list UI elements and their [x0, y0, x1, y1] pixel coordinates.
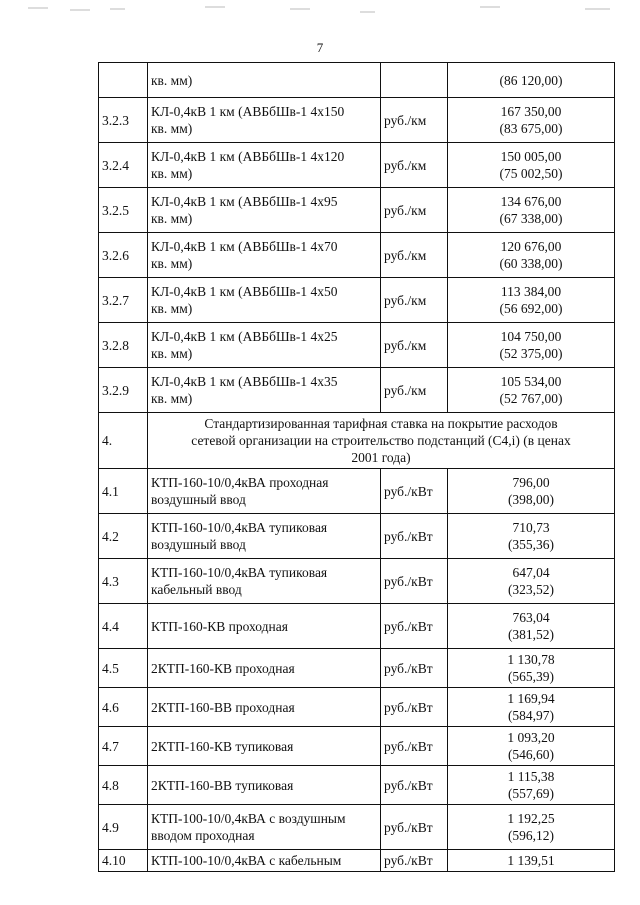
price-value-secondary: (60 338,00) — [499, 256, 563, 271]
price-value-secondary: (67 338,00) — [499, 211, 563, 226]
item-price — [448, 805, 615, 850]
price-value-secondary: (565,39) — [507, 669, 555, 684]
table-row — [99, 188, 615, 233]
price-value: 1 192,25 — [507, 811, 555, 826]
item-unit: руб./кВт — [381, 559, 448, 604]
tariff-table — [98, 62, 615, 872]
price-value-secondary: (557,69) — [507, 786, 555, 801]
table-row — [99, 278, 615, 323]
price-value-secondary: (83 675,00) — [499, 121, 563, 136]
item-name-line: КЛ-0,4кВ 1 км (АВБбШв-1 4x150 — [151, 104, 345, 119]
table-row — [99, 649, 615, 688]
row-number: 3.2.7 — [99, 278, 148, 323]
item-price — [448, 604, 615, 649]
item-name-line: кв. мм) — [151, 72, 193, 88]
table-row — [99, 604, 615, 649]
item-name-line: КЛ-0,4кВ 1 км (АВБбШв-1 4x120 — [151, 149, 345, 164]
price-value-secondary: (398,00) — [507, 492, 555, 507]
row-number: 3.2.4 — [99, 143, 148, 188]
item-unit: руб./км — [381, 188, 448, 233]
item-price — [448, 63, 615, 98]
item-price — [448, 649, 615, 688]
item-price — [448, 766, 615, 805]
item-unit: руб./кВт — [381, 727, 448, 766]
item-name — [148, 98, 381, 143]
item-name-line: КТП-100-10/0,4кВА с воздушным — [151, 811, 346, 826]
item-name — [148, 727, 381, 766]
item-name-line: 2КТП-160-ВВ проходная — [151, 699, 295, 715]
table-row — [99, 368, 615, 413]
row-number: 4.7 — [99, 727, 148, 766]
price-value: 1 139,51 — [507, 853, 555, 868]
row-number: 3.2.9 — [99, 368, 148, 413]
table-row — [99, 98, 615, 143]
item-price — [448, 514, 615, 559]
item-name-line: кв. мм) — [151, 211, 193, 226]
item-price — [448, 368, 615, 413]
row-number: 4.10 — [99, 850, 148, 872]
item-price — [448, 469, 615, 514]
price-value: 796,00 — [512, 475, 550, 490]
item-name — [148, 143, 381, 188]
item-name-line: воздушный ввод — [151, 492, 246, 507]
item-name-line: КТП-160-КВ проходная — [151, 618, 288, 634]
price-value: 120 676,00 — [500, 239, 562, 254]
price-value: 167 350,00 — [500, 104, 562, 119]
table-row — [99, 727, 615, 766]
item-name — [148, 766, 381, 805]
row-number: 4.5 — [99, 649, 148, 688]
item-name — [148, 649, 381, 688]
item-name-line: кв. мм) — [151, 301, 193, 316]
price-value: 1 169,94 — [507, 691, 555, 706]
item-name-line: 2КТП-160-ВВ тупиковая — [151, 777, 294, 793]
item-name-line: КТП-160-10/0,4кВА тупиковая — [151, 565, 328, 580]
price-value: 134 676,00 — [500, 194, 562, 209]
item-name — [148, 63, 381, 98]
item-price — [448, 188, 615, 233]
table-row — [99, 323, 615, 368]
item-unit: руб./км — [381, 368, 448, 413]
item-name — [148, 323, 381, 368]
item-name-line: КТП-100-10/0,4кВА с кабельным — [151, 853, 342, 868]
item-unit: руб./км — [381, 143, 448, 188]
price-value-secondary: (546,60) — [507, 747, 555, 762]
price-value-secondary: (596,12) — [507, 828, 555, 843]
item-name-line: КЛ-0,4кВ 1 км (АВБбШв-1 4x25 — [151, 329, 338, 344]
item-unit: руб./км — [381, 233, 448, 278]
item-unit: руб./кВт — [381, 766, 448, 805]
item-unit: руб./кВт — [381, 805, 448, 850]
row-number — [99, 63, 148, 98]
item-unit: руб./кВт — [381, 688, 448, 727]
table-row — [99, 688, 615, 727]
item-name-line: кв. мм) — [151, 346, 193, 361]
table-row — [99, 143, 615, 188]
item-price — [448, 278, 615, 323]
row-number: 4.6 — [99, 688, 148, 727]
table-row — [99, 233, 615, 278]
item-name-line: кв. мм) — [151, 121, 193, 136]
price-value-secondary: (584,97) — [507, 708, 555, 723]
section-title — [148, 413, 615, 469]
row-number: 4.8 — [99, 766, 148, 805]
item-name-line: кв. мм) — [151, 166, 193, 181]
item-price — [448, 559, 615, 604]
table-row — [99, 514, 615, 559]
item-name — [148, 805, 381, 850]
item-unit: руб./км — [381, 98, 448, 143]
item-name-line: 2КТП-160-КВ тупиковая — [151, 738, 294, 754]
item-name-line: 2КТП-160-КВ проходная — [151, 660, 295, 676]
item-name-line: КТП-160-10/0,4кВА проходная — [151, 475, 329, 490]
price-value-secondary: (355,36) — [507, 537, 555, 552]
section-title-line: Стандартизированная тарифная ставка на покрытие расходов — [204, 416, 558, 431]
section-title-line: 2001 года) — [351, 450, 411, 465]
item-unit: руб./кВт — [381, 469, 448, 514]
item-price — [448, 233, 615, 278]
item-name — [148, 604, 381, 649]
item-name-line: кв. мм) — [151, 391, 193, 406]
price-value: 710,73 — [512, 520, 550, 535]
price-value: 150 005,00 — [500, 149, 562, 164]
section-title-line: сетевой организации на строительство подстанций (С4,i) (в ценах — [191, 433, 571, 448]
item-name-line: воздушный ввод — [151, 537, 246, 552]
price-value: 113 384,00 — [500, 284, 562, 299]
item-unit: руб./кВт — [381, 514, 448, 559]
item-unit: руб./км — [381, 323, 448, 368]
row-number: 4.3 — [99, 559, 148, 604]
price-value-secondary: (86 120,00) — [499, 72, 563, 88]
item-unit: руб./кВт — [381, 649, 448, 688]
price-value: 1 115,38 — [507, 769, 555, 784]
item-name — [148, 514, 381, 559]
item-name-line: вводом проходная — [151, 828, 255, 843]
item-name — [148, 559, 381, 604]
item-name — [148, 469, 381, 514]
table-row — [99, 469, 615, 514]
row-number: 4.9 — [99, 805, 148, 850]
item-unit: руб./кВт — [381, 850, 448, 872]
price-value-secondary: (323,52) — [507, 582, 555, 597]
row-number: 4.4 — [99, 604, 148, 649]
table-row — [99, 63, 615, 98]
item-unit — [381, 63, 448, 98]
price-value-secondary: (52 375,00) — [499, 346, 563, 361]
item-name-line: кабельный ввод — [151, 582, 242, 597]
price-value-secondary: (75 002,50) — [499, 166, 563, 181]
item-name — [148, 278, 381, 323]
item-name — [148, 233, 381, 278]
item-name-line: КЛ-0,4кВ 1 км (АВБбШв-1 4x50 — [151, 284, 338, 299]
item-name-line: кв. мм) — [151, 256, 193, 271]
item-name — [148, 368, 381, 413]
section-header-row — [99, 413, 615, 469]
item-name-line: КЛ-0,4кВ 1 км (АВБбШв-1 4x35 — [151, 374, 338, 389]
scan-noise-marks — [0, 0, 640, 30]
row-number: 3.2.8 — [99, 323, 148, 368]
price-value: 104 750,00 — [500, 329, 562, 344]
price-value-secondary: (56 692,00) — [499, 301, 563, 316]
row-number: 3.2.6 — [99, 233, 148, 278]
item-price — [448, 98, 615, 143]
item-name-line: КЛ-0,4кВ 1 км (АВБбШв-1 4x95 — [151, 194, 338, 209]
price-value: 763,04 — [512, 610, 550, 625]
table-row — [99, 766, 615, 805]
item-price — [448, 850, 615, 872]
item-price — [448, 727, 615, 766]
price-value: 647,04 — [512, 565, 550, 580]
page-number: 7 — [316, 40, 324, 55]
item-name — [148, 688, 381, 727]
item-name — [148, 850, 381, 872]
row-number: 4. — [99, 413, 148, 469]
item-unit: руб./км — [381, 278, 448, 323]
item-name-line: КТП-160-10/0,4кВА тупиковая — [151, 520, 328, 535]
item-name-line: КЛ-0,4кВ 1 км (АВБбШв-1 4x70 — [151, 239, 338, 254]
table-row — [99, 850, 615, 872]
row-number: 4.1 — [99, 469, 148, 514]
item-price — [448, 688, 615, 727]
price-value-secondary: (52 767,00) — [499, 391, 563, 406]
row-number: 3.2.3 — [99, 98, 148, 143]
price-value: 1 093,20 — [507, 730, 555, 745]
price-value: 105 534,00 — [500, 374, 562, 389]
table-row — [99, 805, 615, 850]
item-price — [448, 323, 615, 368]
row-number: 3.2.5 — [99, 188, 148, 233]
row-number: 4.2 — [99, 514, 148, 559]
price-value-secondary: (381,52) — [507, 627, 555, 642]
item-price — [448, 143, 615, 188]
table-row — [99, 559, 615, 604]
item-unit: руб./кВт — [381, 604, 448, 649]
item-name — [148, 188, 381, 233]
price-value: 1 130,78 — [507, 652, 555, 667]
